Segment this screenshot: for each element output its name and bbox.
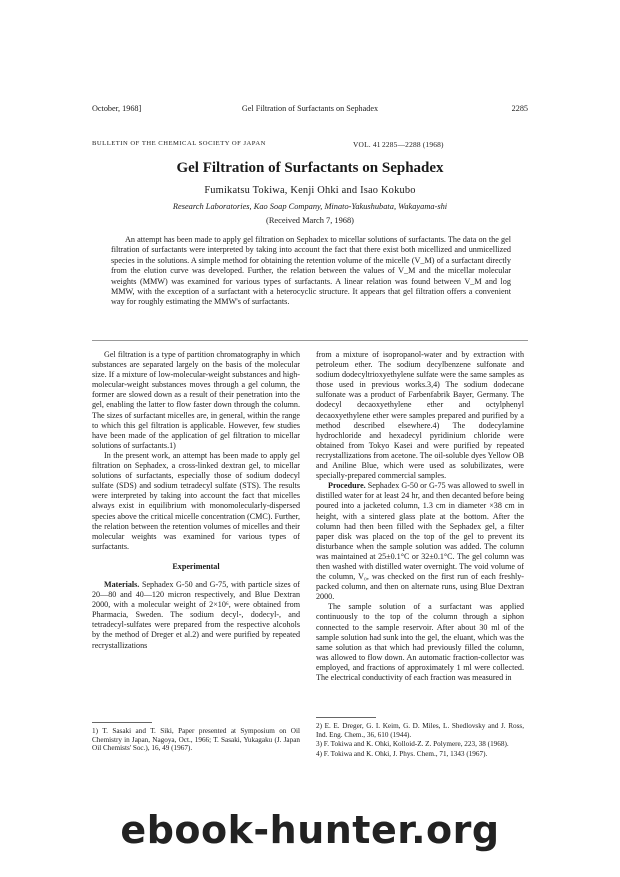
abstract-text: An attempt has been made to apply gel filtration on Sephadex to micellar solutions of surfactants. The data on the gel filtration of surfactants were interpreted by taking into account the fact that there exist both micellized and unmicellized species in the solutions. A simple method for obtaining the retention volume of the micelle (V_M) of a surfactant directly from the elution curve was developed. Further, the relation between the values of V_M and the micellar molecular weights (MMW) was examined for various types of surfactants. A linear relation was found between V_M and log MMW, with the exception of a surfactant with a heterocyclic structure. It appears that gel filtration offers a convenient way for roughly estimating the MMW's of surfactants. bbox=[111, 235, 511, 307]
header-date: October, 1968] bbox=[92, 104, 142, 113]
watermark: ebook-hunter.org bbox=[120, 808, 500, 852]
journal-volume: VOL. 41 bbox=[353, 140, 381, 149]
materials-paragraph bbox=[92, 580, 300, 651]
procedure-paragraph-2: The sample solution of a surfactant was applied continuously to the top of the column through a siphon connected to the sample reservoir. After about 30 ml of the sample solution had sunk into the gel, the eluant, which was the same solution as that which had previously filled the column, was allowed to flow down. An automatic fraction-collector was employed, and fractions of approximately 1 ml were collected. The electrical conductivity of each fraction was measured in bbox=[316, 602, 524, 682]
journal-pages: 2285—2288 (1968) bbox=[382, 140, 444, 149]
right-column bbox=[316, 350, 524, 683]
running-header bbox=[92, 104, 528, 118]
footnote-2: 2) E. E. Dreger, G. I. Keim, G. D. Miles, L. Shedlovsky and J. Ross, Ind. Eng. Chem., 36, 610 (1944). bbox=[316, 722, 524, 739]
paper-title: Gel Filtration of Surfactants on Sephadex bbox=[176, 160, 444, 176]
footnotes-right bbox=[316, 717, 524, 759]
authors: Fumikatsu Tokiwa, Kenji Ohki and Isao Kokubo bbox=[204, 185, 416, 196]
procedure-text: Sephadex G-50 or G-75 was allowed to swell in distilled water for at least 24 hr, and then decanted before being poured into a jacketed column, 1.3 cm in diameter ×38 cm in height, with a sintered glass plate at the bottom. After the column had then been filled with the Sephadex gel, a filter paper disk was placed on the top of the gel to prevent its disturbance when the sample solution was added. The column was maintained at 25±0.1°C or 32±0.1°C. The gel column was then washed with distilled water overnight. The void volume of the column, V₀, was checked on the first run of each freshly-packed column, and then on alternate runs, using Blue Dextran 2000. bbox=[316, 481, 524, 602]
footnote-3: 3) F. Tokiwa and K. Ohki, Kolloid-Z. Z. Polymere, 223, 38 (1968). bbox=[316, 740, 509, 749]
footnote-divider bbox=[316, 717, 376, 718]
procedure-label: Procedure. bbox=[328, 481, 366, 491]
materials-text: Sephadex G-50 and G-75, with particle sizes of 20—80 and 40—120 micron respectively, and Blue Dextran 2000, with a molecular weight of 2×10⁶, were obtained from Pharmacia, Sweden. The sodium decyl-, dodecyl-, and tetradecyl-sulfates were prepared from the respective alcohols by the method of Dreger et al.2) and were purified by repeated recrystallizations bbox=[92, 579, 300, 650]
left-column bbox=[92, 350, 300, 651]
affiliation: Research Laboratories, Kao Soap Company, Minato-Yakushubata, Wakayama-shi bbox=[172, 202, 448, 211]
section-divider bbox=[92, 340, 528, 341]
received-date: (Received March 7, 1968) bbox=[266, 216, 354, 225]
footnote-4: 4) F. Tokiwa and K. Ohki, J. Phys. Chem., 71, 1343 (1967). bbox=[316, 749, 488, 758]
page-number: 2285 bbox=[511, 104, 528, 113]
materials-continued: from a mixture of isopropanol-water and by extraction with petroleum ether. The sodium decylbenzene sulfonate and sodium dodecyltrioxyethylene sulfate were the same samples as those used in previous works.3,4) The sodium dodecane sulfonate was a product of Farbenfabrik Bayer, Germany. The dodecyl decaoxyethylene ether and octylphenyl decaoxyethylene ether were samples prepared and purified by a method described elsewhere.4) The dodecylamine hydrochloride and hexadecyl pyridinium chloride were obtained from Tokyo Kasei and were purified by repeated recrystallizations from acetone. The oil-soluble dyes Yellow OB and Aniline Blue, which were used as solubilizates, were specially-prepared commercial samples. bbox=[316, 350, 524, 481]
journal-name: BULLETIN OF THE CHEMICAL SOCIETY OF JAPAN bbox=[92, 140, 266, 147]
intro-paragraph-2: In the present work, an attempt has been made to apply gel filtration on Sephadex, a cross-linked dextran gel, to micellar solutions of surfactants, especially those of sodium dodecyl sulfate (SDS) and sodium tetradecyl sulfate (STS). The results were interpreted by taking into account the fact that micelles always exist in equilibrium with monomolecularly-dispersed species above the critical micelle concentration (CMC). Further, the relation between the retention volumes of micelles and their molecular weights was examined for various types of surfactants. bbox=[92, 450, 301, 551]
abstract bbox=[111, 235, 511, 308]
procedure-paragraph bbox=[316, 481, 524, 602]
header-title: Gel Filtration of Surfactants on Sephadex bbox=[241, 104, 379, 113]
footnote-1: 1) T. Sasaki and T. Siki, Paper presented at Symposium on Oil Chemistry in Japan, Nagoya, Oct., 1966; T. Sasaki, Yukagaku (J. Japan Oil Chemists' Soc.), 16, 49 (1967). bbox=[92, 727, 300, 753]
materials-label: Materials. bbox=[104, 579, 140, 589]
intro-paragraph-1: Gel filtration is a type of partition chromatography in which substances are separated largely on the basis of the molecular size. If a mixture of low-molecular-weight substances and high-molecular-weight substances moves through a gel column, the former are slowed down as a result of their penetration into the gel, enabling the latter to flow faster down through the column. The sizes of surfactant micelles are, in general, within the range to which this gel filtration is applicable. However, few studies have been made of the application of gel filtration to micellar solutions of surfactants.1) bbox=[92, 350, 300, 450]
footnote-divider bbox=[92, 722, 152, 723]
footnotes-left bbox=[92, 722, 300, 754]
journal-citation bbox=[92, 140, 528, 147]
section-heading-experimental: Experimental bbox=[172, 561, 220, 571]
